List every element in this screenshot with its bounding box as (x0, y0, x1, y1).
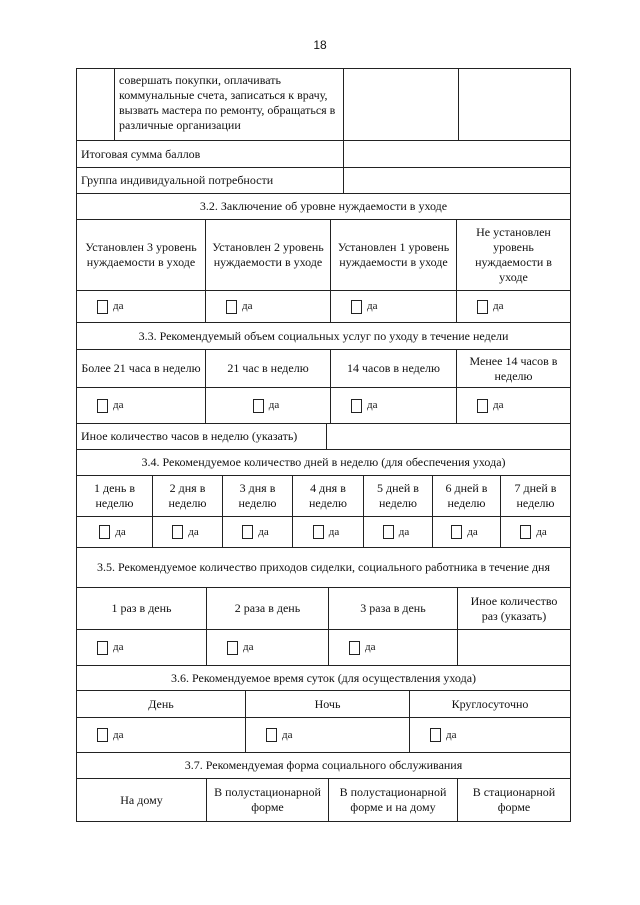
section-3-3-other-row (77, 424, 570, 450)
visits-2-checkbox[interactable]: да (207, 630, 329, 665)
visits-other-field[interactable] (458, 630, 570, 665)
checkbox-icon[interactable] (520, 525, 531, 539)
form-stationary-label: В стационарной форме (472, 785, 556, 814)
time-round-the-clock-checkbox[interactable]: да (410, 718, 570, 752)
hours-over-21-checkbox[interactable]: да (77, 388, 206, 423)
checkbox-icon[interactable] (172, 525, 183, 539)
visits-1-checkbox[interactable]: да (77, 630, 207, 665)
section-3-7-options (77, 779, 570, 821)
checkbox-icon[interactable] (430, 728, 441, 742)
time-night-checkbox[interactable]: да (246, 718, 410, 752)
time-night-label: Ночь (246, 691, 410, 717)
assessment-form (76, 68, 571, 822)
total-score-field[interactable] (344, 141, 570, 167)
checkbox-icon[interactable] (477, 300, 488, 314)
care-level-1-checkbox[interactable]: да (331, 291, 457, 322)
need-group-label: Группа индивидуальной потребности (77, 168, 344, 193)
days-1-label: 1 день в неделю (77, 476, 153, 516)
hours-over-21-label: Более 21 часа в неделю (77, 350, 206, 387)
days-2-checkbox[interactable]: да (153, 517, 223, 547)
section-3-6-title: 3.6. Рекомендуемое время суток (для осуществления ухода) (77, 666, 570, 691)
checkbox-icon[interactable] (97, 728, 108, 742)
form-semistationary-label: В полустационарной форме (207, 779, 329, 821)
care-level-2-checkbox[interactable]: да (206, 291, 331, 322)
visits-1-label: 1 раз в день (77, 588, 207, 629)
page-number: 18 (313, 38, 327, 52)
checkbox-icon[interactable] (253, 399, 264, 413)
activity-extra-cell[interactable] (459, 69, 570, 140)
total-score-label: Итоговая сумма баллов (77, 141, 344, 167)
section-3-3-options (77, 350, 570, 388)
checkbox-icon[interactable] (97, 399, 108, 413)
care-level-3-checkbox[interactable]: да (77, 291, 206, 322)
checkbox-icon[interactable] (99, 525, 110, 539)
section-3-4-options (77, 476, 570, 517)
need-group-field[interactable] (344, 168, 570, 193)
need-group-row (77, 168, 570, 194)
section-3-4-checks (77, 517, 570, 548)
section-3-3-checks (77, 388, 570, 424)
section-3-3-title: 3.3. Рекомендуемый объем социальных услуг по уходу в течение недели (77, 323, 570, 350)
section-3-5-title: 3.5. Рекомендуемое количество приходов сиделки, социального работника в течение дня (77, 548, 570, 588)
hours-21-label: 21 час в неделю (206, 350, 331, 387)
visits-3-label: 3 раза в день (329, 588, 458, 629)
days-3-checkbox[interactable]: да (223, 517, 293, 547)
checkbox-icon[interactable] (242, 525, 253, 539)
section-3-6-checks (77, 718, 570, 753)
care-level-none-checkbox[interactable]: да (457, 291, 570, 322)
checkbox-icon[interactable] (349, 641, 360, 655)
section-3-5-checks (77, 630, 570, 666)
time-day-checkbox[interactable]: да (77, 718, 246, 752)
checkbox-icon[interactable] (266, 728, 277, 742)
total-score-row (77, 141, 570, 168)
visits-other-label: Иное количество раз (указать) (470, 593, 558, 623)
days-5-label: 5 дней в неделю (364, 476, 433, 516)
days-7-label: 7 дней в неделю (514, 481, 557, 510)
section-3-2-title: 3.2. Заключение об уровне нуждаемости в уходе (77, 194, 570, 220)
days-4-checkbox[interactable]: да (293, 517, 364, 547)
section-3-4-title: 3.4. Рекомендуемое количество дней в неделю (для обеспечения ухода) (77, 450, 570, 476)
care-level-3-label: Установлен 3 уровень нуждаемости в уходе (77, 220, 206, 290)
checkbox-icon[interactable] (351, 300, 362, 314)
hours-under-14-checkbox[interactable]: да (457, 388, 570, 423)
form-semistationary-home-label: В полустационарной форме и на дому (329, 779, 458, 821)
time-round-the-clock-label: Круглосуточно (451, 696, 529, 711)
section-3-5-options (77, 588, 570, 630)
checkbox-icon[interactable] (383, 525, 394, 539)
days-4-label: 4 дня в неделю (293, 476, 364, 516)
activity-text: совершать покупки, оплачивать коммунальные счета, записаться к врачу, вызвать мастера по ремонту, обращаться в различные организации (115, 69, 344, 140)
visits-2-label: 2 раза в день (207, 588, 329, 629)
days-6-label: 6 дней в неделю (433, 476, 501, 516)
checkbox-icon[interactable] (97, 641, 108, 655)
days-7-checkbox[interactable]: да (501, 517, 570, 547)
care-level-1-label: Установлен 1 уровень нуждаемости в уходе (331, 220, 457, 290)
hours-21-checkbox[interactable]: да (206, 388, 331, 423)
care-level-none-label: Не установлен уровень нуждаемости в уходе (475, 225, 552, 284)
section-3-6-options (77, 691, 570, 718)
section-3-2-checks (77, 291, 570, 323)
care-level-2-label: Установлен 2 уровень нуждаемости в уходе (206, 220, 331, 290)
days-2-label: 2 дня в неделю (153, 476, 223, 516)
checkbox-icon[interactable] (451, 525, 462, 539)
activity-index-cell (77, 69, 115, 140)
time-day-label: День (77, 691, 246, 717)
checkbox-icon[interactable] (226, 300, 237, 314)
days-5-checkbox[interactable]: да (364, 517, 433, 547)
hours-under-14-label: Менее 14 часов в неделю (469, 353, 558, 383)
days-6-checkbox[interactable]: да (433, 517, 501, 547)
hours-14-label: 14 часов в неделю (331, 350, 457, 387)
checkbox-icon[interactable] (351, 399, 362, 413)
checkbox-icon[interactable] (313, 525, 324, 539)
checkbox-icon[interactable] (227, 641, 238, 655)
section-3-7-title: 3.7. Рекомендуемая форма социального обслуживания (77, 753, 570, 779)
hours-other-label: Иное количество часов в неделю (указать) (77, 424, 327, 449)
days-3-label: 3 дня в неделю (223, 476, 293, 516)
days-1-checkbox[interactable]: да (77, 517, 153, 547)
visits-3-checkbox[interactable]: да (329, 630, 458, 665)
form-home-label: На дому (77, 779, 207, 821)
hours-14-checkbox[interactable]: да (331, 388, 457, 423)
checkbox-icon[interactable] (97, 300, 108, 314)
section-3-2-options (77, 220, 570, 291)
checkbox-icon[interactable] (477, 399, 488, 413)
activity-score-cell[interactable] (344, 69, 459, 140)
activity-row (77, 69, 570, 141)
hours-other-field[interactable] (327, 424, 570, 449)
